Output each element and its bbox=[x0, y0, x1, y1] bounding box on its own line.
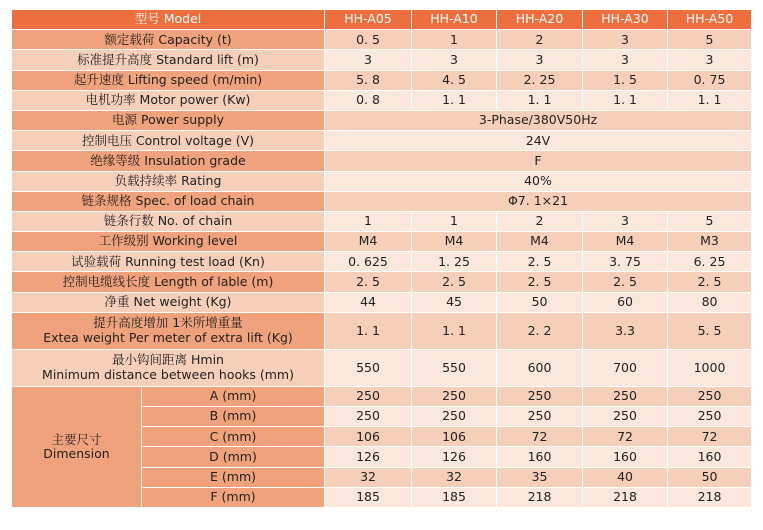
spec-label: 绝缘等级 Insulation grade bbox=[12, 151, 325, 171]
spec-row bbox=[12, 70, 752, 90]
spec-value: 3 bbox=[497, 50, 583, 70]
dimension-value: 160 bbox=[583, 447, 668, 467]
spec-label: 控制电压 Control voltage (V) bbox=[12, 131, 325, 151]
dimension-value: 126 bbox=[325, 447, 412, 467]
header-model-label: 型号 Model bbox=[12, 10, 325, 30]
spec-label: 链条行数 No. of chain bbox=[12, 211, 325, 231]
spec-value: 5. 5 bbox=[668, 312, 752, 349]
spec-row bbox=[12, 349, 752, 386]
spec-label: 净重 Net weight (Kg) bbox=[12, 292, 325, 312]
header-model-1: HH-A10 bbox=[412, 10, 497, 30]
header-model-2: HH-A20 bbox=[497, 10, 583, 30]
spec-value-all: 3-Phase/380V50Hz bbox=[325, 110, 752, 130]
dimension-value: 218 bbox=[583, 487, 668, 507]
spec-row bbox=[12, 312, 752, 349]
spec-row bbox=[12, 131, 752, 151]
spec-value: 1 bbox=[412, 30, 497, 50]
spec-value: 3 bbox=[412, 50, 497, 70]
dimension-row bbox=[12, 386, 752, 406]
spec-label: 电机功率 Motor power (Kw) bbox=[12, 90, 325, 110]
spec-label: 标准提升高度 Standard lift (m) bbox=[12, 50, 325, 70]
dimension-sub-label: A (mm) bbox=[142, 386, 325, 406]
spec-value: 550 bbox=[325, 349, 412, 386]
spec-value: 1. 25 bbox=[412, 252, 497, 272]
dimension-value: 160 bbox=[668, 447, 752, 467]
spec-label-cn: 提升高度增加 1米所增重量 bbox=[93, 315, 243, 331]
dimension-value: 250 bbox=[325, 407, 412, 427]
spec-label: 电源 Power supply bbox=[12, 110, 325, 130]
spec-label bbox=[12, 312, 325, 349]
dimension-value: 35 bbox=[497, 467, 583, 487]
spec-value-all: 24V bbox=[325, 131, 752, 151]
spec-value: 5. 8 bbox=[325, 70, 412, 90]
spec-value: 3. 75 bbox=[583, 252, 668, 272]
dimension-value: 160 bbox=[497, 447, 583, 467]
spec-value: 1. 1 bbox=[497, 90, 583, 110]
spec-value: 1000 bbox=[668, 349, 752, 386]
spec-value: M4 bbox=[325, 232, 412, 252]
spec-label: 工作级别 Working level bbox=[12, 232, 325, 252]
dimension-value: 250 bbox=[668, 407, 752, 427]
spec-row bbox=[12, 292, 752, 312]
spec-value-all: F bbox=[325, 151, 752, 171]
spec-value: 4. 5 bbox=[412, 70, 497, 90]
spec-row bbox=[12, 90, 752, 110]
spec-label: 负载持续率 Rating bbox=[12, 171, 325, 191]
dimension-value: 218 bbox=[668, 487, 752, 507]
header-model-4: HH-A50 bbox=[668, 10, 752, 30]
spec-label: 试验载荷 Running test load (Kn) bbox=[12, 252, 325, 272]
spec-row bbox=[12, 232, 752, 252]
spec-value: 3 bbox=[583, 211, 668, 231]
dimension-value: 250 bbox=[583, 386, 668, 406]
header-model-0: HH-A05 bbox=[325, 10, 412, 30]
dimension-value: 106 bbox=[325, 427, 412, 447]
spec-value: 1. 1 bbox=[325, 312, 412, 349]
header-model-3: HH-A30 bbox=[583, 10, 668, 30]
spec-value: M4 bbox=[583, 232, 668, 252]
dimension-label-en: Dimension bbox=[43, 445, 110, 461]
spec-value: 1 bbox=[325, 211, 412, 231]
dimension-sub-label: E (mm) bbox=[142, 467, 325, 487]
spec-value: 1. 1 bbox=[412, 90, 497, 110]
spec-value: 5 bbox=[668, 211, 752, 231]
spec-value: 2. 5 bbox=[412, 272, 497, 292]
dimension-value: 250 bbox=[497, 407, 583, 427]
spec-value: 3 bbox=[583, 30, 668, 50]
spec-value: 3 bbox=[325, 50, 412, 70]
spec-label: 起升速度 Lifting speed (m/min) bbox=[12, 70, 325, 90]
spec-value: 2. 5 bbox=[497, 272, 583, 292]
spec-value: 1. 5 bbox=[583, 70, 668, 90]
spec-label bbox=[12, 349, 325, 386]
spec-label: 链条规格 Spec. of load chain bbox=[12, 191, 325, 211]
dimension-sub-label: D (mm) bbox=[142, 447, 325, 467]
spec-value: 2. 5 bbox=[497, 252, 583, 272]
spec-value: 0. 625 bbox=[325, 252, 412, 272]
spec-value: 700 bbox=[583, 349, 668, 386]
dimension-value: 250 bbox=[583, 407, 668, 427]
spec-value: 2 bbox=[497, 211, 583, 231]
spec-value: 45 bbox=[412, 292, 497, 312]
spec-label: 额定载荷 Capacity (t) bbox=[12, 30, 325, 50]
spec-row bbox=[12, 30, 752, 50]
dimension-value: 250 bbox=[668, 386, 752, 406]
dimension-sub-label: F (mm) bbox=[142, 487, 325, 507]
dimension-value: 250 bbox=[325, 386, 412, 406]
dimension-label-cn: 主要尺寸 bbox=[51, 431, 102, 447]
spec-table bbox=[11, 9, 752, 508]
spec-value: 6. 25 bbox=[668, 252, 752, 272]
spec-label-cn: 最小钩间距离 Hmin bbox=[112, 352, 224, 368]
dimension-value: 72 bbox=[668, 427, 752, 447]
spec-value: 3 bbox=[583, 50, 668, 70]
spec-value: 2 bbox=[497, 30, 583, 50]
dimension-value: 72 bbox=[497, 427, 583, 447]
spec-value: 5 bbox=[668, 30, 752, 50]
spec-value-all: 40% bbox=[325, 171, 752, 191]
spec-row bbox=[12, 272, 752, 292]
spec-value: 60 bbox=[583, 292, 668, 312]
dimension-group-label bbox=[12, 386, 142, 507]
spec-value: 2. 5 bbox=[668, 272, 752, 292]
dimension-sub-label: C (mm) bbox=[142, 427, 325, 447]
spec-row bbox=[12, 211, 752, 231]
spec-value: M4 bbox=[412, 232, 497, 252]
dimension-value: 40 bbox=[583, 467, 668, 487]
spec-row bbox=[12, 50, 752, 70]
dimension-value: 250 bbox=[412, 407, 497, 427]
spec-value: 2. 2 bbox=[497, 312, 583, 349]
spec-value: 1 bbox=[412, 211, 497, 231]
spec-value: M3 bbox=[668, 232, 752, 252]
spec-row bbox=[12, 110, 752, 130]
spec-value-all: Φ7. 1×21 bbox=[325, 191, 752, 211]
spec-row bbox=[12, 191, 752, 211]
dimension-value: 106 bbox=[412, 427, 497, 447]
spec-label-en: Extea weight Per meter of extra lift (Kg) bbox=[43, 329, 293, 345]
spec-value: 2. 5 bbox=[583, 272, 668, 292]
spec-value: 1. 1 bbox=[668, 90, 752, 110]
spec-value: 50 bbox=[497, 292, 583, 312]
dimension-value: 126 bbox=[412, 447, 497, 467]
spec-value: 0. 75 bbox=[668, 70, 752, 90]
dimension-value: 32 bbox=[412, 467, 497, 487]
dimension-value: 32 bbox=[325, 467, 412, 487]
spec-value: M4 bbox=[497, 232, 583, 252]
dimension-value: 218 bbox=[497, 487, 583, 507]
spec-value: 2. 5 bbox=[325, 272, 412, 292]
dimension-value: 72 bbox=[583, 427, 668, 447]
spec-value: 2. 25 bbox=[497, 70, 583, 90]
dimension-value: 50 bbox=[668, 467, 752, 487]
spec-value: 1. 1 bbox=[412, 312, 497, 349]
spec-value: 0. 8 bbox=[325, 90, 412, 110]
spec-label: 控制电缆线长度 Length of lable (m) bbox=[12, 272, 325, 292]
dimension-value: 250 bbox=[412, 386, 497, 406]
header-row bbox=[12, 10, 752, 30]
dimension-sub-label: B (mm) bbox=[142, 407, 325, 427]
spec-value: 3.3 bbox=[583, 312, 668, 349]
spec-value: 550 bbox=[412, 349, 497, 386]
spec-value: 0. 5 bbox=[325, 30, 412, 50]
spec-value: 44 bbox=[325, 292, 412, 312]
dimension-value: 250 bbox=[497, 386, 583, 406]
spec-value: 600 bbox=[497, 349, 583, 386]
spec-row bbox=[12, 171, 752, 191]
dimension-value: 185 bbox=[412, 487, 497, 507]
dimension-value: 185 bbox=[325, 487, 412, 507]
spec-value: 80 bbox=[668, 292, 752, 312]
spec-label-en: Minimum distance between hooks (mm) bbox=[42, 366, 294, 382]
spec-row bbox=[12, 151, 752, 171]
spec-row bbox=[12, 252, 752, 272]
spec-value: 3 bbox=[668, 50, 752, 70]
spec-value: 1. 1 bbox=[583, 90, 668, 110]
